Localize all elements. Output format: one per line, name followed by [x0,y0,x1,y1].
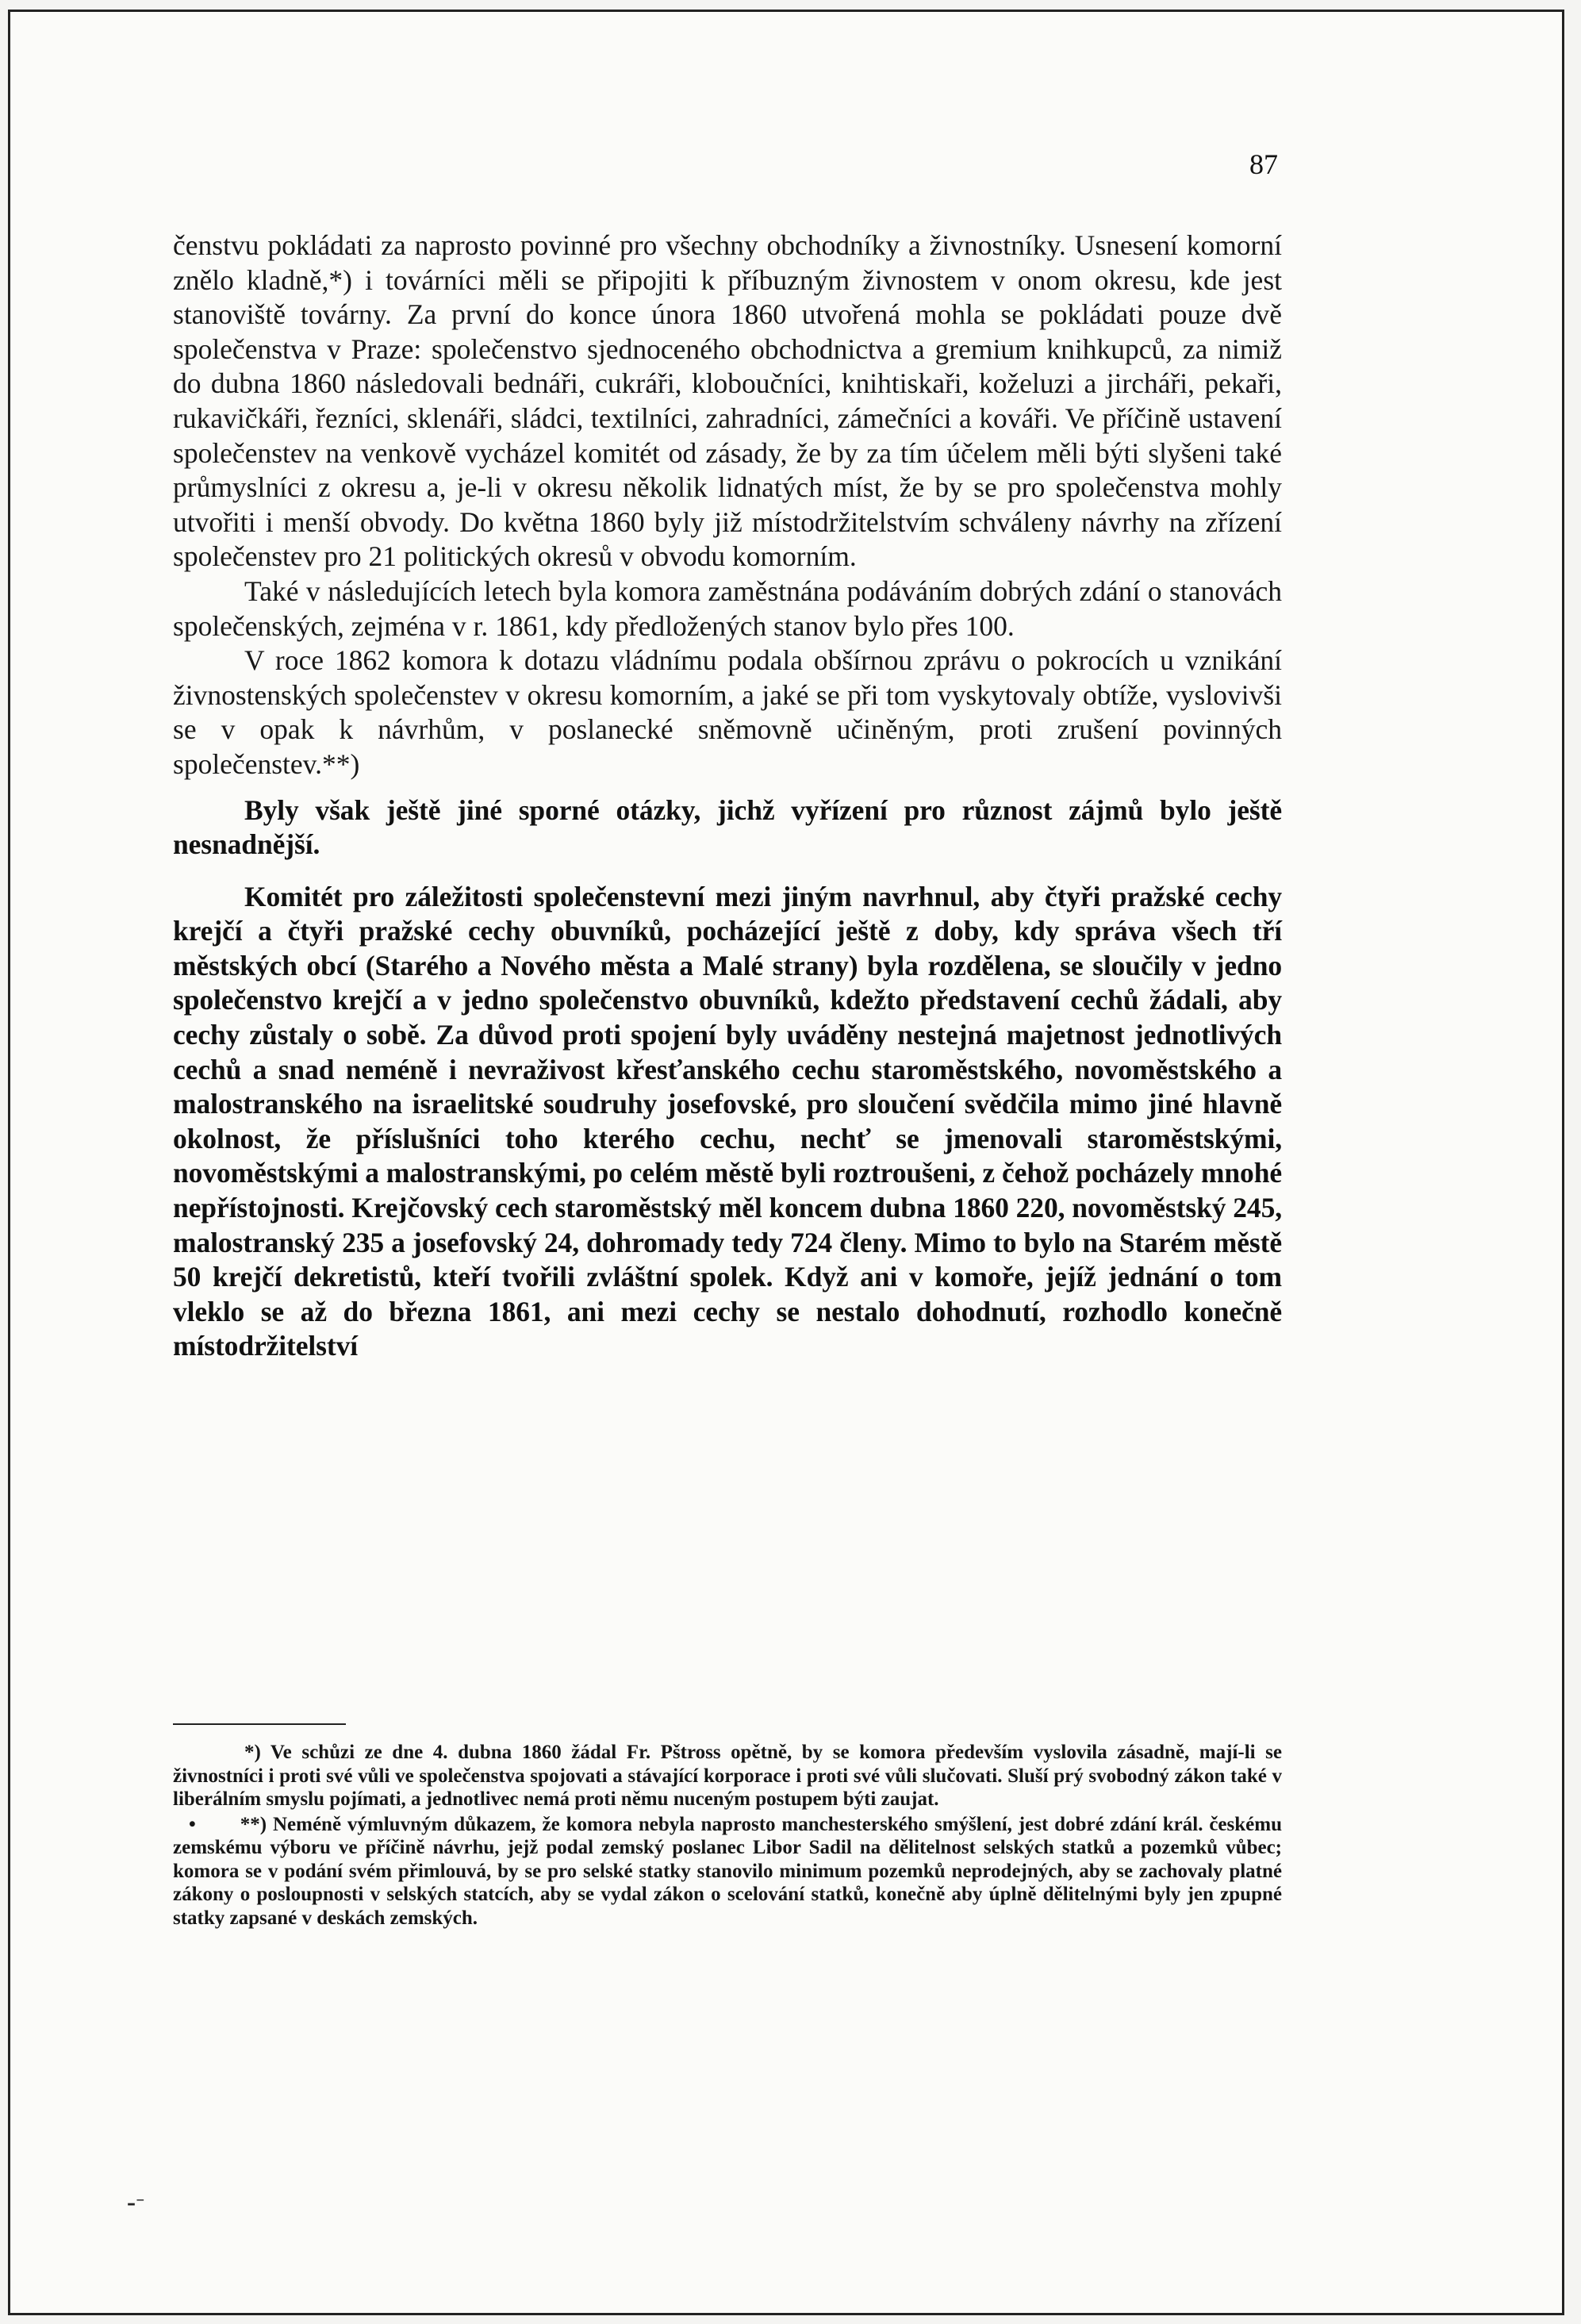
footnote-bullet: • [189,1813,196,1835]
footnote-1: *) Ve schůzi ze dne 4. dubna 1860 žádal Fr. Pštross opětně, by se komora především vyslovila zásadně, mají-li se živnostníci i proti své vůli ve společenstva spojovati a stávající korporace i proti své vůli slučovati. Sluší prý svobodný zákon také v liberálním smyslu pojímati, a jednotlivec nemá proti němu nuceným postupem býti zaujat. [173,1742,1282,1810]
footnote-rule [173,1723,346,1725]
paragraph-1: čenstvu pokládati za naprosto povinné pro všechny obchodníky a živnostníky. Usnesení komorní znělo kladně,*) i továrníci měli se připojiti k příbuzným živnostem v onom okresu, kde jest stanoviště továrny. Za první do konce února 1860 utvořená mohla se pokládati pouze dvě společenstva v Praze: společenstvo sjednoceného obchodnictva a gremium knihkupců, za nimiž do dubna 1860 následovali bednáři, cukráři, kloboučníci, knihtiskaři, koželuzi a jircháři, pekaři, rukavičkáři, řezníci, sklenáři, sládci, textilníci, zahradníci, zámečníci a kováři. Ve příčině ustavení společenstev na venkově vycházel komitét od zásady, že by za tím účelem měli býti slyšeni také průmyslníci z okresu a, je-li v okresu několik lidnatých míst, že by se pro společenstva mohly utvořiti i menší obvody. Do května 1860 byly již místodržitelstvím schváleny návrhy na zřízení společenstev pro 21 politických okresů v obvodu komorním. [173,229,1282,573]
page-number: 87 [1249,148,1278,180]
footnote-2 [173,1813,1282,1930]
paragraph-4: Byly však ještě jiné sporné otázky, jichž vyřízení pro různost zájmů bylo ještě nesnadnější. [173,793,1282,861]
bottom-margin-mark: –⁻ [127,2194,145,2214]
footnotes [173,1741,1282,1930]
footnote-2-text: **) Neméně výmluvným důkazem, že komora nebyla naprosto manchesterského smýšlení, jest dobré zdání král. českému zemskému výboru ve příčině návrhu, jejž podal zemský poslanec Libor Sadil na dělitelnost selských statků a pozemků vůbec; komora se v podání svém přimlouvá, by se pro selské statky stanovilo minimum pozemků neprodejných, aby se zachovaly platné zákony o posloupnosti v selských statcích, aby se vydal zákon o scelování statků, konečně aby úplně dělitelnými byly jen zpupné statky zapsané v deskách zemských. [173,1813,1282,1929]
paragraph-5: Komitét pro záležitosti společenstevní mezi jiným navrhnul, aby čtyři pražské cechy krejčí a čtyři pražské cechy obuvníků, pocházející ještě z doby, kdy správa všech tří městských obcí (Starého a Nového města a Malé strany) byla rozdělena, se sloučily v jedno společenstvo krejčí a v jedno společenstvo obuvníků, kdežto představení cechů žádali, aby cechy zůstaly o sobě. Za důvod proti spojení byly uváděny nestejná majetnost jednotlivých cechů a snad neméně i nevraživost křesťanského cechu staroměstského, novoměstského a malostranského na israelitské soudruhy josefovské, pro sloučení svědčila mimo jiné hlavně okolnost, že příslušníci toho kterého cechu, nechť se jmenovali staroměstskými, novoměstskými a malostranskými, po celém městě byli roztroušeni, z čehož pocházely mnohé nepřístojnosti. Krejčovský cech staroměstský měl koncem dubna 1860 220, novoměstský 245, malostranský 235 a josefovský 24, dohromady tedy 724 členy. Mimo to bylo na Starém městě 50 krejčí dekretistů, kteří tvořili zvláštní spolek. Když ani v komoře, jejíž jednání o tom vleklo se až do března 1861, ani mezi cechy se nestalo dohodnutí, rozhodlo konečně místodržitelství [173,880,1282,1362]
main-text [173,229,1282,1364]
paragraph-3: V roce 1862 komora k dotazu vládnímu podala obšírnou zprávu o pokrocích u vznikání živnostenských společenstev v okresu komorním, a jaké se při tom vyskytovaly obtíže, vyslovivši se v opak k návrhům, v poslanecké sněmovně učiněným, proti zrušení povinných společenstev.**) [173,644,1282,780]
paragraph-2: Také v následujících letech byla komora zaměstnána podáváním dobrých zdání o stanovách společenských, zejména v r. 1861, kdy předložených stanov bylo přes 100. [173,574,1282,642]
